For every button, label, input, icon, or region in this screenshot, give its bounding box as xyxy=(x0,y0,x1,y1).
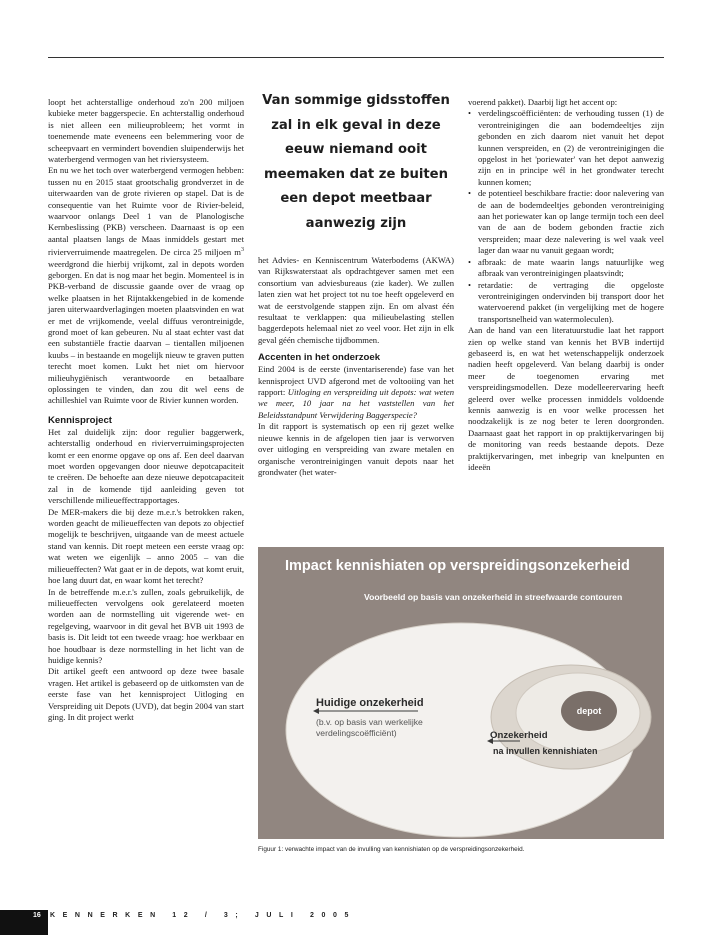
left-paragraph xyxy=(48,165,244,406)
figure-caption: Figuur 1: verwachte impact van de invulling van kennishiaten op de verspreidingsonzekerheid. xyxy=(258,846,525,853)
label-current-uncertainty: Huidige onzekerheid xyxy=(316,697,424,709)
figure-panel xyxy=(258,547,664,839)
list-item-text: verdelingscoëfficiënten: de verhouding tussen (1) de verontreinigingen die aan bodemdeeltjes zijn gebonden en zich daarom niet vanuit het depot kunnen verspreiden, en (2) de verontreinigingen die opgelost in het 'poriewater' van het depot aanwezig zijn en in principe wél in het grondwater terecht kunnen komen; xyxy=(478,108,664,187)
right-column xyxy=(468,97,664,473)
left-paragraph: De MER-makers die bij deze m.e.r.'s betrokken raken, worden geacht de milieueffecten van depots zo objectief mogelijk te beschrijven, uitgaande van de meest actuele stand van kennis. Dit roept meteen een eerste vraag op: wat weten we eigenlijk – anno 2005 – van die milieueffecten? Wat gaat er in de depots, wat komt eruit, hoe lang duurt dat, en waar komt het terecht? xyxy=(48,506,244,586)
right-paragraph: voerend pakket). Daarbij ligt het accent op: xyxy=(468,97,618,107)
middle-paragraph xyxy=(258,364,454,421)
middle-paragraph: het Advies- en Kenniscentrum Waterbodems (AKWA) van Rijkswaterstaat als opdrachtgever samen met een consortium van adviesbureaus (zie kader). We zullen laten zien wat het project tot nu toe heeft opgeleverd en wat de eerstvolgende stappen zijn. En om alvast één resultaat te verklappen: qua milieubelasting stellen baggerdepots helemaal niet zo veel voor. Het zijn in elk geval géén chemische tijdbommen. xyxy=(258,255,454,345)
list-item xyxy=(468,108,664,188)
label-current-sub1: (b.v. op basis van werkelijke xyxy=(316,717,423,727)
uncertainty-diagram xyxy=(258,547,664,839)
middle-column xyxy=(258,255,454,478)
left-paragraph: In de betreffende m.e.r.'s zullen, zoals gebruikelijk, de milieueffecten vervolgens ook gerelateerd moeten worden aan de normstelling uit vigerende wet- en regelgeving, waarvoor in dit geval het BVB uit 1993 de basis is. Dit leidt tot een tweede vraag: hoe werkbaar en hoe houdbaar is deze normstelling in het licht van de huidige kennis? xyxy=(48,586,244,665)
running-footer: KENNERKEN 12 / 3; JULI 2005 xyxy=(50,912,356,919)
bullet-icon: • xyxy=(468,108,472,119)
label-reduced-uncertainty: Onzekerheid xyxy=(490,730,548,741)
list-item-text: de potentieel beschikbare fractie: door nalevering van de aan de bodemdeeltjes gebonden verontreiniging aan het poriewater kan op lange termijn toch een deel van de aan de bodem gebonden fractie zich verspreiden; maar deze nalevering is wel vaak veel lager dan waar nu vanuit gegaan wordt; xyxy=(478,188,664,256)
top-rule xyxy=(48,57,664,58)
text-span: En nu we het toch over waterbergend vermogen hebben: tussen nu en 2015 staat grootschalig grondverzet in de uiterwaarden van de grote rivieren op stapel. Dat is de consequentie van het Ruimte voor de Rivier-beleid, waarvoor onlangs Deel 1 van de Planologische Kernbeslissing (PKB) verscheen. Daarnaast is op een aantal plaatsen langs de Maas inmiddels gestart met rivierverruimende maatregelen. De circa 25 miljoen m xyxy=(48,165,244,258)
list-item-text: retardatie: de vertraging die opgeloste verontreinigingen ondervinden bij transport door het watervoerend pakket (in vergelijking met de hogere transportsnelheid van watermoleculen). xyxy=(478,279,664,324)
list-item xyxy=(468,280,664,326)
label-depot: depot xyxy=(576,706,602,716)
right-paragraph: Aan de hand van een literatuurstudie laat het rapport zien op welke stand van kennis het BVB indertijd gebaseerd is, en wat het wetenschappelijk onderzoek nadien heeft opgeleverd. Van belang daarbij is onder meer de toegenomen ervaring met verspreidingsmodellen. Deze modelleerervaring heeft geleerd over welke processen inmiddels voldoende kennis aanwezig is en voor welke processen het noodzakelijk is ze nog beter te leren doorgronden. Daarnaast gaat het rapport in op praktijkervaringen bij de monitoring van reeds bestaande depots. Deze praktijkervaringen, met inbegrip van knelpunten en ideeën xyxy=(468,325,664,472)
bullet-icon: • xyxy=(468,188,472,199)
left-paragraph: Het zal duidelijk zijn: door regulier baggerwerk, achterstallig onderhoud en rivierverruimingsprojecten komt er een enorme opgave op ons af. Een deel daarvan moet worden opgevangen door nieuwe depotcapaciteit te creëren. De behoefte aan deze nieuwe depotcapaciteit zal in de komende tijd aanleiding geven tot verschillende milieueffectrapportages. xyxy=(48,426,244,506)
left-paragraph: loopt het achterstallige onderhoud zo'n 200 miljoen kubieke meter baggerspecie. En achterstallig onderhoud is niet alleen een milieuprobleem; het vormt in toenemende mate eveneens een belemmering voor de scheepvaart en vermindert bovendien sluipenderwijs het waterbergend vermogen van het riviersysteem. xyxy=(48,97,244,165)
left-paragraph: Dit artikel geeft een antwoord op deze twee basale vragen. Het artikel is gebaseerd op de uitkomsten van de eerste fase van het kennisproject Uitloging en Verspreiding uit Depots (UVD), dat begin 2004 van start ging. In dit project werkt xyxy=(48,666,244,722)
report-title-italic: Uitloging en verspreiding uit depots: wat weten we meer, 10 jaar na het vaststellen van het Beleidsstandpunt Verwijdering Baggerspecie? xyxy=(258,387,454,420)
bullet-list xyxy=(468,108,664,325)
figure-subtitle: Voorbeeld op basis van onzekerheid in streefwaarde contouren xyxy=(364,592,623,602)
bullet-icon: • xyxy=(468,256,472,267)
pull-quote: Van sommige gidsstoffen zal in elk geval in deze eeuw niemand ooit meemaken dat ze buiten een depot meetbaar aanwezig zijn xyxy=(262,93,450,231)
page-number: 16 xyxy=(33,912,41,919)
middle-paragraph: In dit rapport is systematisch op een rij gezet welke nieuwe kennis in de afgelopen tien jaar is verworven over uitloging en verspreiding van zware metalen en organische verontreinigingen vanuit depots naar het grondwater (het water- xyxy=(258,421,454,477)
list-item-text: afbraak: de mate waarin langs natuurlijke weg afbraak van verontreinigingen plaatsvindt; xyxy=(478,256,664,279)
section-heading: Accenten in het onderzoek xyxy=(258,352,381,364)
bullet-icon: • xyxy=(468,279,472,290)
superscript: 3 xyxy=(241,247,244,254)
label-after-knowledge-gaps: na invullen kennishiaten xyxy=(493,746,598,756)
label-current-sub2: verdelingscoëfficiënt) xyxy=(316,728,397,738)
figure-title: Impact kennishiaten op verspreidingsonzekerheid xyxy=(285,558,630,574)
text-span: weerdgrond die hierbij vrijkomt, zal in depots worden geborgen. En dat is nog maar het begin. Momenteel is in PKB-verband de discussie gaande over de vraag op welke plaatsen in het Rijntakkengebied in de komende jaren uiterwaardverlagingen moeten plaatsvinden en wat er met de vrijkomende, veelal diffuus verontreinigde, grond moet of kan gebeuren. Nu al staat echter vast dat een substantiële fractie daarvan – tientallen miljoenen kuubs – in bestaande en mogelijk nieuw te graven putten terecht moet komen. Lukt het niet om hiervoor milieuhygiënisch verantwoorde en betaalbare oplossingen te vinden, dan zou dit wel eens de achilleshiel van Ruimte voor de Rivier kunnen worden. xyxy=(48,258,244,406)
left-column xyxy=(48,97,244,723)
text-span: Eind 2004 is de eerste (inventariserende) fase van het kennisproject UVD afgerond met de voltooiing van het rapport: xyxy=(258,364,454,398)
list-item xyxy=(468,257,664,280)
section-heading: Kennisproject xyxy=(48,414,112,426)
list-item xyxy=(468,188,664,256)
